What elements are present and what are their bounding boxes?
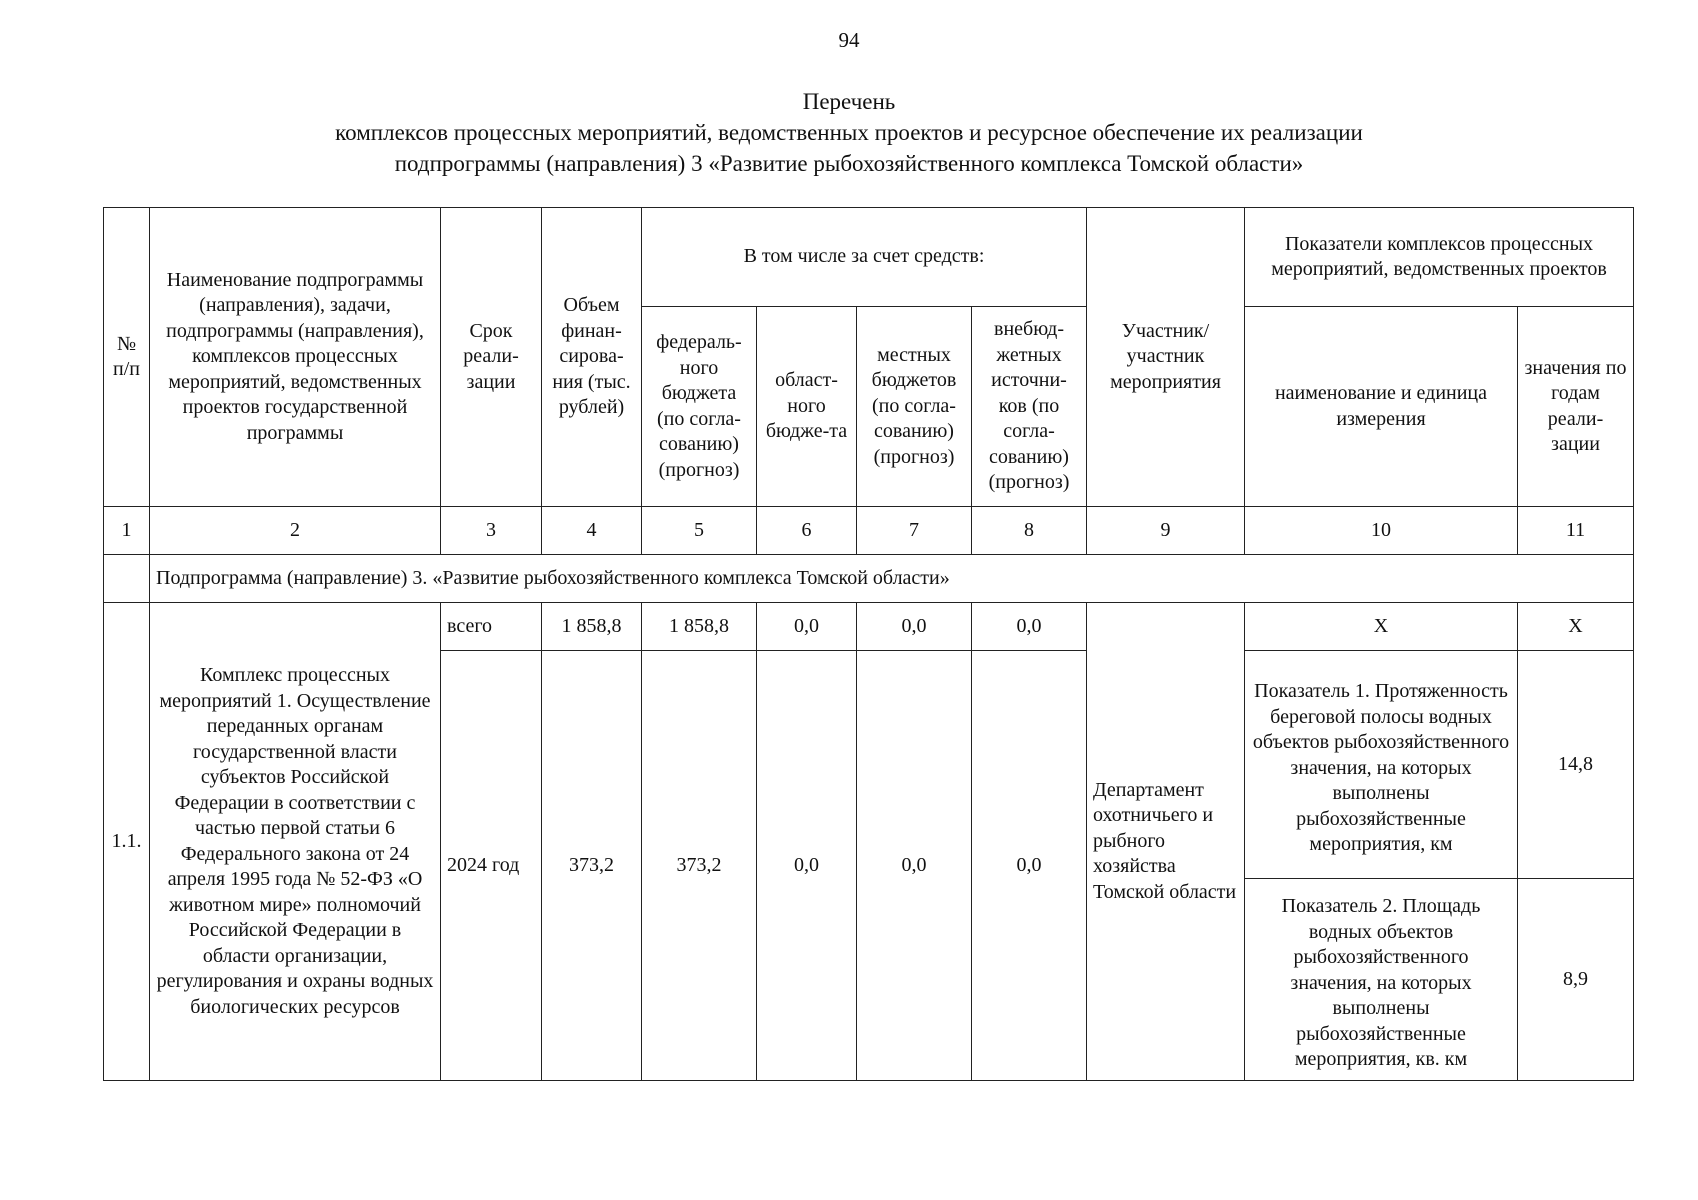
header-local: местных бюджетов (по согла-сованию) (прогноз)	[857, 307, 972, 507]
header-volume: Объем финан-сирова-ния (тыс. рублей)	[542, 208, 642, 507]
total-volume: 1 858,8	[542, 603, 642, 651]
total-federal: 1 858,8	[642, 603, 757, 651]
indicator-2-name: Показатель 2. Площадь водных объектов рыбохозяйственного значения, на которых выполнены рыбохозяйственные мероприятия, кв. км	[1245, 879, 1518, 1081]
title-line-3: подпрограммы (направления) 3 «Развитие рыбохозяйственного комплекса Томской области»	[394, 151, 1304, 176]
column-number: 1	[104, 507, 150, 555]
total-regional: 0,0	[757, 603, 857, 651]
header-federal: федераль-ного бюджета (по согла-сованию) (прогноз)	[642, 307, 757, 507]
row-number: 1.1.	[104, 603, 150, 1081]
participant: Департамент охотничьего и рыбного хозяйства Томской области	[1087, 603, 1245, 1081]
column-number: 4	[542, 507, 642, 555]
year-volume: 373,2	[542, 651, 642, 1081]
column-number: 6	[757, 507, 857, 555]
header-indicator-name: наименование и единица измерения	[1245, 307, 1518, 507]
header-extrabudget: внебюд-жетных источни-ков (по согла-сованию) (прогноз)	[972, 307, 1087, 507]
row-name: Комплекс процессных мероприятий 1. Осуществление переданных органам государственной власти субъектов Российской Федерации в соответствии с частью первой статьи 6 Федерального закона от 24 апреля 1995 года № 52-ФЗ «О животном мире» полномочий Российской Федерации в области организации, регулирования и охраны водных биологических ресурсов	[150, 603, 441, 1081]
title-line-2: комплексов процессных мероприятий, ведомственных проектов и ресурсное обеспечение их реализации	[335, 120, 1363, 145]
year-local: 0,0	[857, 651, 972, 1081]
header-indicators-group: Показатели комплексов процессных мероприятий, ведомственных проектов	[1245, 208, 1634, 307]
year-period: 2024 год	[441, 651, 542, 1081]
indicator-1-value: 14,8	[1518, 651, 1634, 879]
column-number: 9	[1087, 507, 1245, 555]
column-number: 2	[150, 507, 441, 555]
subprogram-title: Подпрограмма (направление) 3. «Развитие рыбохозяйственного комплекса Томской области»	[150, 555, 1634, 603]
year-federal: 373,2	[642, 651, 757, 1081]
header-regional: област-ного бюдже-та	[757, 307, 857, 507]
column-number: 5	[642, 507, 757, 555]
header-participant: Участник/ участник мероприятия	[1087, 208, 1245, 507]
year-extrabudget: 0,0	[972, 651, 1087, 1081]
header-number: № п/п	[104, 208, 150, 507]
title-line-1: Перечень	[802, 89, 896, 114]
total-indicator: Х	[1245, 603, 1518, 651]
indicator-2-value: 8,9	[1518, 879, 1634, 1081]
header-period: Срок реали-зации	[441, 208, 542, 507]
total-period: всего	[441, 603, 542, 651]
column-number: 8	[972, 507, 1087, 555]
column-number: 10	[1245, 507, 1518, 555]
total-local: 0,0	[857, 603, 972, 651]
page-number: 94	[838, 28, 860, 52]
header-funds-group: В том числе за счет средств:	[642, 208, 1087, 307]
column-number: 7	[857, 507, 972, 555]
column-number: 3	[441, 507, 542, 555]
total-extrabudget: 0,0	[972, 603, 1087, 651]
indicator-1-name: Показатель 1. Протяженность береговой полосы водных объектов рыбохозяйственного значения, на которых выполнены рыбохозяйственные мероприятия, км	[1245, 651, 1518, 879]
year-regional: 0,0	[757, 651, 857, 1081]
header-name: Наименование подпрограммы (направления), задачи, подпрограммы (направления), комплексов процессных мероприятий, ведомственных проектов государственной программы	[150, 208, 441, 507]
program-table	[103, 207, 1634, 1081]
document-title	[0, 86, 1698, 179]
column-numbers-row	[104, 507, 1634, 555]
subprogram-row	[104, 555, 1634, 603]
table-row-total	[104, 603, 1634, 651]
total-value: Х	[1518, 603, 1634, 651]
header-indicator-values: значения по годам реали-зации	[1518, 307, 1634, 507]
column-number: 11	[1518, 507, 1634, 555]
